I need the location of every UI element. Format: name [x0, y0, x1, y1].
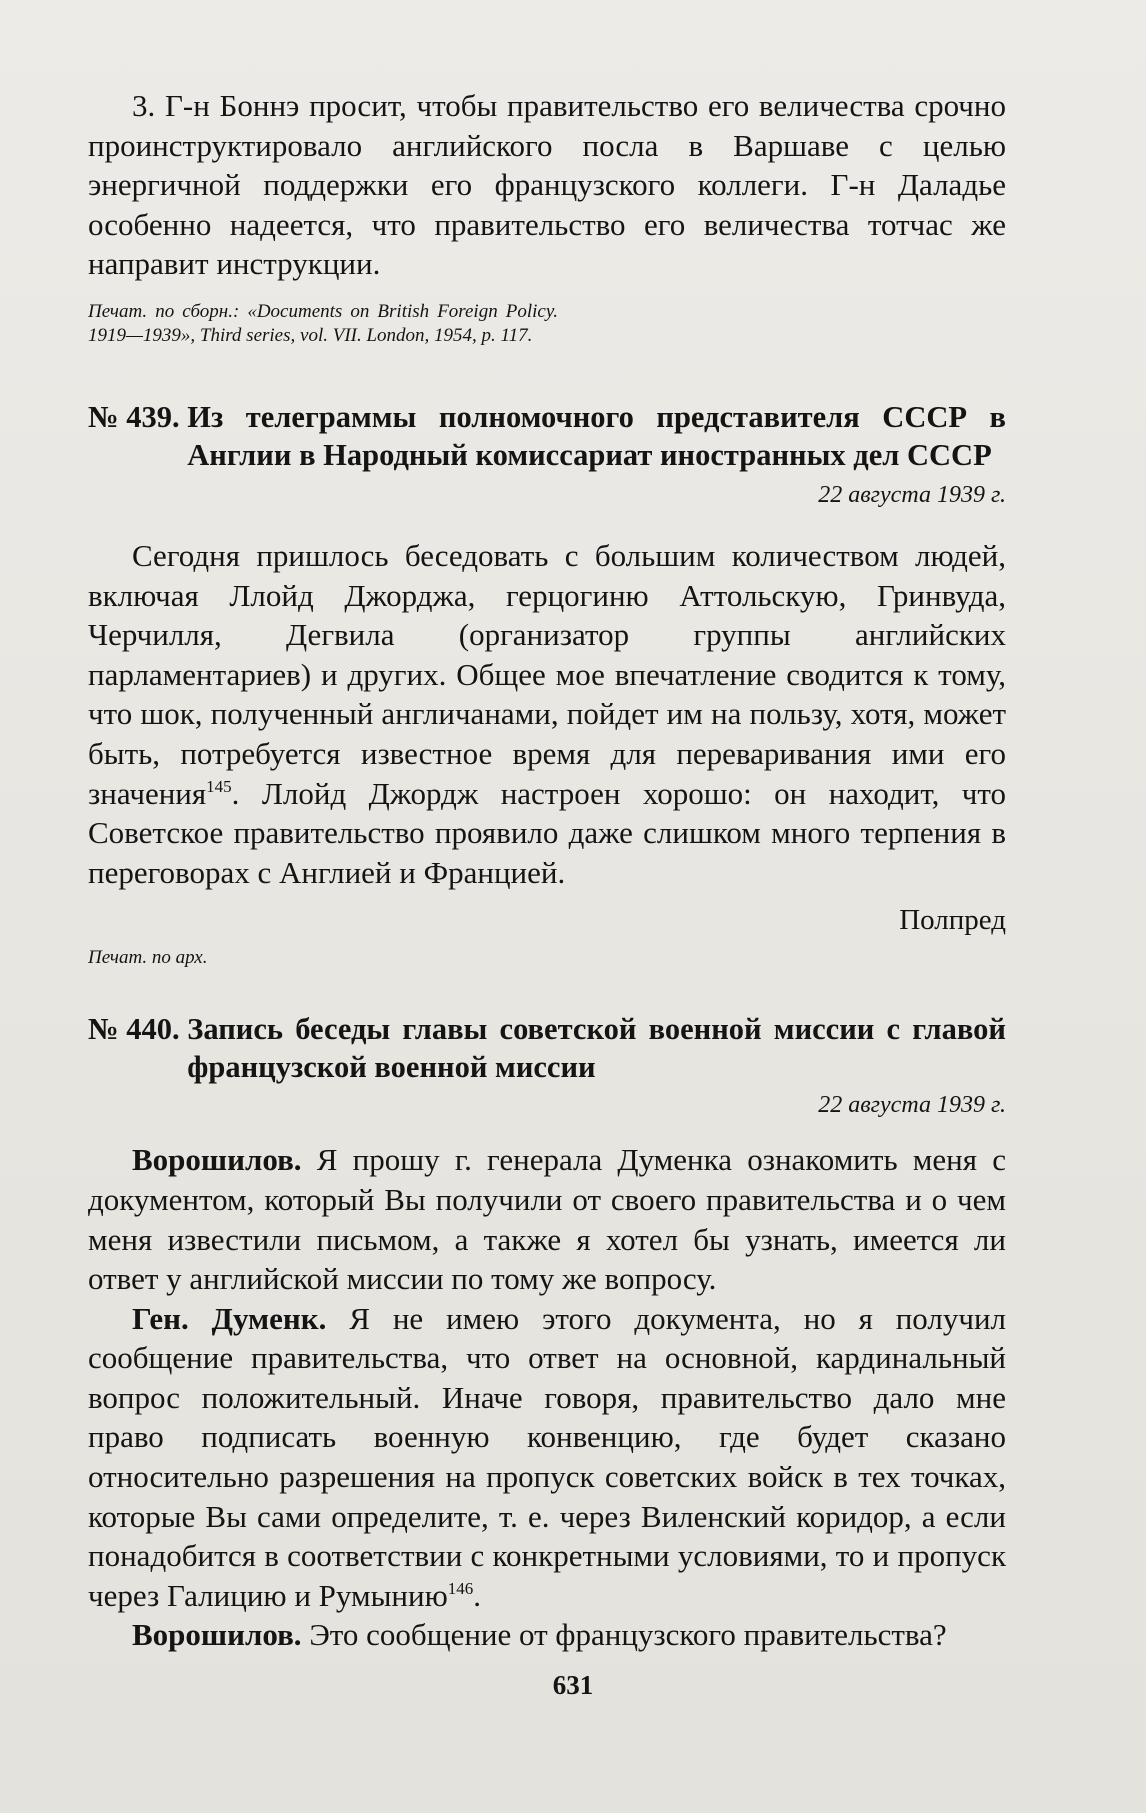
source-citation: Печат. по сборн.: «Documents on British Foreign Policy. 1919—1939», Third series, vol. VII. London, 1954, p. 117.	[88, 300, 558, 346]
signature: Полпред	[899, 904, 1006, 937]
document-date: 22 августа 1939 г.	[818, 481, 1006, 508]
dialogue-text-end: .	[473, 1577, 482, 1613]
document-439-heading	[88, 398, 1006, 474]
document-title: Из телеграммы полномочного представителя СССР в Англии в Народный комиссариат иностранных дел СССР	[187, 399, 1006, 472]
dialogue-text: Я не имею этого документа, но я получил сообщение правительства, что ответ на основной, кардинальный вопрос положительный. Иначе говоря, правительство дало мне право подписать военную конвенцию, где будет сказано относительно разрешения на пропуск советских войск в тех точках, которые Вы сами определите, т. е. через Виленский коридор, а если понадобится в соответствии с конкретными условиями, то и пропуск через Галицию и Румынию	[88, 1300, 1007, 1613]
document-440-heading	[88, 1010, 1006, 1086]
document-439-body	[88, 536, 1006, 892]
body-text: Сегодня пришлось беседовать с большим количеством людей, включая Ллойд Джорджа, герцогиню Аттольскую, Гринвуда, Черчилля, Дегвила (организатор группы английских парламентариев) и других. Общее мое впечатление сводится к тому, что шок, полученный англичанами, пойдет им на пользу, хотя, может быть, потребуется известное время для переваривания ими его значения	[88, 537, 1006, 811]
body-text-continued: . Ллойд Джордж настроен хорошо: он находит, что Советское правительство проявило даже слишком много терпения в переговорах с Англией и Францией.	[88, 775, 1006, 890]
dialogue-line	[88, 1299, 1006, 1616]
speaker-name: Ген. Думенк.	[132, 1300, 327, 1336]
footnote-ref: 145	[206, 776, 232, 796]
dialogue-line	[88, 1615, 1006, 1655]
footnote-ref: 146	[447, 1578, 474, 1598]
paragraph-item-3: 3. Г-н Боннэ просит, чтобы правительство его величества срочно проинструктировало английского посла в Варшаве с целью энергичной поддержки его французского коллеги. Г-н Даладье особенно надеется, что правительство его величества тотчас же направит инструкции.	[88, 88, 1006, 282]
dialogue-line	[88, 1140, 1006, 1298]
document-number: № 439.	[88, 399, 180, 434]
source-archive: Печат. по арх.	[88, 947, 208, 969]
dialogue-text: Это сообщение от французского правительства?	[309, 1617, 947, 1653]
text-column	[88, 86, 1006, 1655]
speaker-name: Ворошилов.	[132, 1617, 302, 1653]
document-title: Запись беседы главы советской военной миссии с главой французской военной миссии	[187, 1012, 1006, 1085]
dialogue-text: Я прошу г. генерала Думенка ознакомить меня с документом, который Вы получили от своего правительства и о чем меня известили письмом, а также я хотел бы узнать, имеется ли ответ у английской миссии по тому же вопросу.	[88, 1142, 1007, 1297]
document-date: 22 августа 1939 г.	[818, 1092, 1006, 1119]
document-number: № 440.	[88, 1012, 180, 1047]
page-number: 631	[552, 1670, 594, 1700]
speaker-name: Ворошилов.	[132, 1142, 302, 1178]
